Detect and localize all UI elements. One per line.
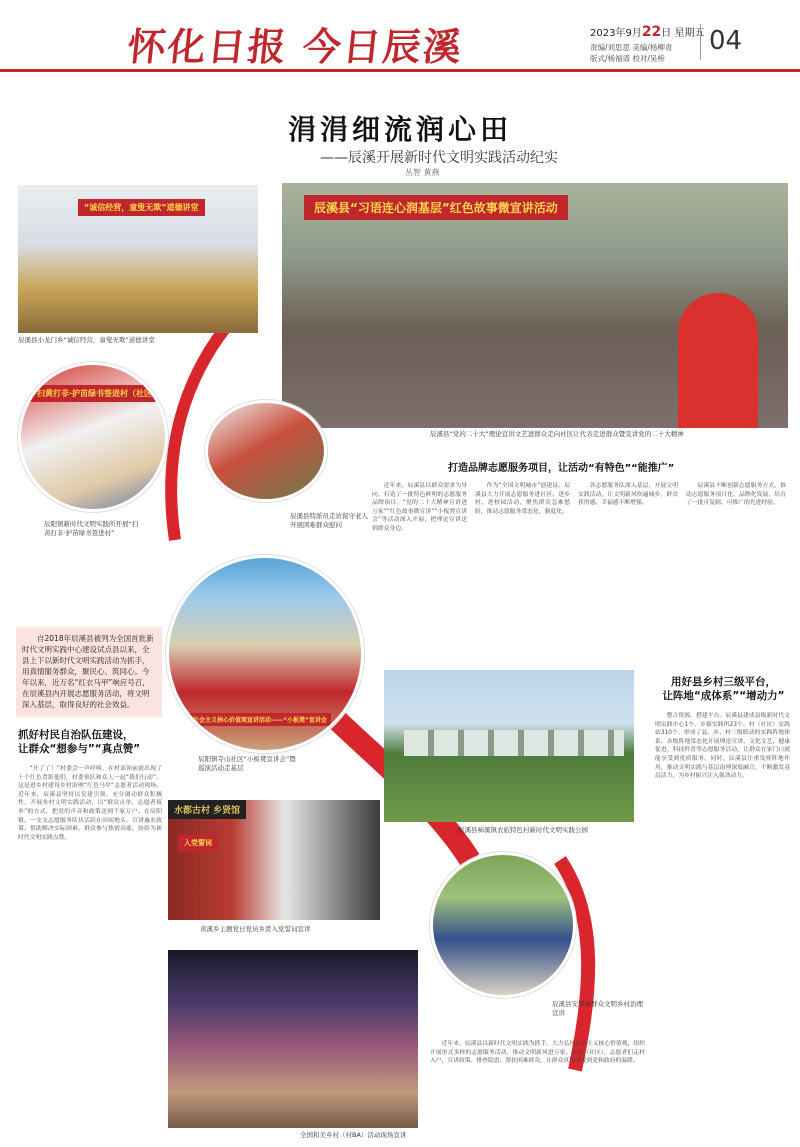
newspaper-logo: 怀化日报 今日辰溪 (125, 24, 466, 69)
article-byline: 丛智 黄燕 (405, 168, 440, 177)
section-body: 近年来，辰溪县以群众需求为导向，打造了一批特色鲜明的志愿服务品牌项目。“党的二十大精神宣讲进万家”“红色故事微宣讲”“小板凳宣讲会”等活动深入开展，把理论宣讲送到群众身边。 (372, 483, 467, 532)
photo-caption: 辰溪县特派员走访留守老人开展困难群众慰问 (290, 512, 368, 529)
photo-caption: 辰阳镇寺山社区“小板凳宣讲会”暨巡演活动走基层 (198, 755, 296, 772)
section-body: 近年来，辰溪县以新时代文明实践为抓手，大力弘扬社会主义核心价值观，组织开展形式多样的志愿服务活动，推动文明新风进万家。在村（社区），志愿者们走村入户，宣讲政策、排查隐患、帮扶困难群众，让群众真切感受到党和政府的温暖。 (430, 1041, 645, 1065)
article-title: 涓涓细流润心田 (287, 113, 512, 146)
photo-small-bench-lecture (166, 555, 364, 753)
photo-banner: 践行社会主义核心价值观宣讲活动——“小板凳”宣讲会 (177, 713, 331, 726)
photo-banner: 扫黄打非·护苗绿书签进村（社区） (31, 385, 166, 402)
intro-box: 自2018年辰溪县被列为全国首批新时代文明实践中心建设试点县以来，全县上下以新时代文明实践活动为抓手，用真情服务群众，聚民心、筑同心。今年以来，近万名“红衣马甲”响应号召，在辰溪县内开展志愿服务活动，将文明深入基层，取得良好的社会效益。 (16, 627, 162, 717)
photo-banner: “诚信经营，童叟无欺”道德讲堂 (78, 199, 205, 216)
section-body: 整合资源，搭建平台。辰溪县建成县级新时代文明实践中心1个、乡镇实践所23个、村（社区）实践站310个，形成了县、乡、村三级联动的实践阵地体系。各级阵地常态化开展理论宣讲、文化文艺、健康促进、科技科普等志愿服务活动，让群众在家门口就能享受到优质服务。同时，辰溪县注重发挥阵地作用，推动文明实践与基层治理深度融合，不断激发基层活力，为乡村振兴注入强劲动力。 (655, 713, 790, 780)
display-boards (404, 730, 624, 756)
section-body: 作为“全国文明城市”创建县，辰溪县大力开展志愿服务进社区、进乡村、进校园活动，聚焦群众急难愁盼，推动志愿服务常态化、制度化。 (475, 483, 570, 515)
photo-village-basketball (168, 950, 418, 1128)
section-heading: 用好县乡村三级平台， 让阵地“成体系”“增动力” (662, 676, 785, 702)
issue-date: 2023年9月22日 星期五 (590, 24, 705, 40)
photo-banner: 水都古村 乡贤馆 (168, 800, 246, 819)
masthead (0, 0, 800, 72)
photo-moral-lecture (18, 185, 258, 333)
photo-caption: 全国和美乡村（村BA）活动现场宣讲 (300, 1131, 407, 1139)
photo-caption: 辰溪县安坪乡群众文明乡村治理宣讲 (552, 1000, 643, 1017)
photo-civilization-park (384, 670, 634, 822)
photo-caption: 辰溪县柿溪镇农旅特色村新时代文明实践公园 (458, 826, 588, 834)
editor-credits: 责编/刘思思 美编/杨柳青 版式/杨福谱 校对/吴桥 (590, 43, 673, 63)
photo-caption: 黄溪乡主题党日党员乡贤入党誓词宣讲 (200, 925, 311, 933)
page-number: 04 (700, 24, 742, 60)
section-body: 各志愿服务队深入基层，开展文明实践活动，让文明新风吹遍城乡，群众获得感、幸福感不断增强。 (578, 483, 678, 507)
volunteer-figure (678, 293, 758, 428)
article-subtitle: ——辰溪开展新时代文明实践活动纪实 (320, 150, 558, 166)
photo-caption: 辰溪县“党的二十大”理论宣讲文艺进群众走向社区让代表走进群众暨宣讲党的二十大精神 (430, 430, 684, 438)
section-heading: 抓好村民自治队伍建设， 让群众“想参与”“真点赞” (18, 729, 141, 755)
photo-anti-porn-bookmark (18, 362, 168, 512)
photo-banner: 入党誓词 (178, 835, 218, 851)
photo-elderly-visit (205, 400, 327, 502)
section-heading: 打造品牌志愿服务项目，让活动“有特色”“能推广” (448, 463, 675, 474)
photo-caption: 辰溪县小龙门乡“诚信经营，童叟无欺”道德讲堂 (18, 336, 155, 344)
photo-village-governance (430, 852, 576, 998)
section-body: “开了了！”村委会一声呼唤，在村部领前就出现了十个红色背影他们，村委领队和众人一起“我们行动”。这是进乡村建设乡村治理“红色马甲”志愿者活动现场。近年来，辰溪县坚持以党建引领，充分调动群众积极性，开展乡村文明实践活动，以“群众点单、志愿者接单”的方式，把党的声音和政策送到千家万户。在辰阳镇，一支支志愿服务队伍活跃在田间地头，宣讲惠农政策、帮助解决实际困难，群众参与热情高涨，纷纷为新时代文明实践点赞。 (18, 766, 162, 841)
section-body: 辰溪县不断创新志愿服务方式，推动志愿服务项目化、品牌化发展，培育了一批可复制、可推广的先进经验。 (686, 483, 786, 507)
photo-caption: 辰阳镇新时代文明实践所开展“扫黄打非·护苗绿书签进村” (44, 520, 139, 537)
photo-banner: 辰溪县“习语连心润基层”红色故事微宣讲活动 (304, 195, 568, 220)
photo-party-oath (168, 800, 380, 920)
photo-red-story-lecture (282, 183, 788, 428)
